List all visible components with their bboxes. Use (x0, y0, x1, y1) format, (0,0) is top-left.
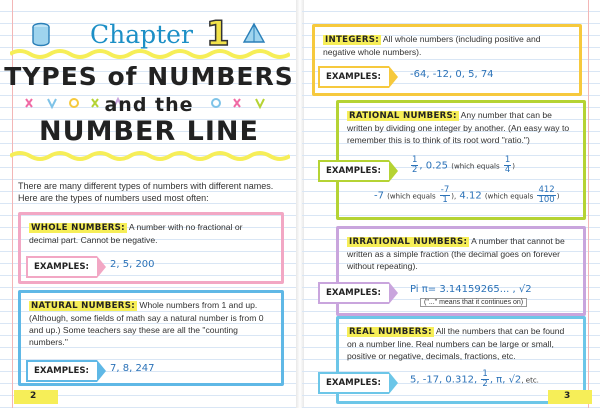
integers-definition (315, 27, 579, 58)
title-line-2: and the (104, 94, 194, 116)
right-page (302, 0, 600, 408)
whole-examples-values: 2, 5, 200 (110, 259, 155, 270)
rational-numbers-term: RATIONAL NUMBERS: (349, 111, 457, 121)
chapter-word: Chapter (90, 20, 193, 49)
rational-examples-line-1: $\frac{1}{2}$ , 0.25 (which equals $\frac{1}{4}$ ) (412, 155, 515, 175)
squiggle-bottom (10, 150, 290, 162)
irrational-examples-values: Pi π= 3.14159265... , √2 (410, 284, 532, 295)
fraction-412-100: $\frac{412}{100}$ (538, 185, 555, 205)
real-examples-label: EXAMPLES: (318, 372, 389, 394)
whole-numbers-term: WHOLE NUMBERS: (31, 223, 125, 233)
page-number-right: 3 (564, 391, 571, 401)
irrational-numbers-term: IRRATIONAL NUMBERS: (349, 237, 468, 247)
left-page (0, 0, 298, 408)
irrational-examples-label: EXAMPLES: (318, 282, 389, 304)
rational-numbers-text: Any number that can be written by dividing one integer by another. (An easy way to remember this is to think of its root word "ratio.") (347, 110, 570, 145)
intro-paragraph: There are many different types of numbers with different names. Here are the types of numbers used most often: (18, 181, 274, 203)
whole-examples-label: EXAMPLES: (26, 256, 97, 278)
fraction-one-half: $\frac{1}{2}$ (412, 155, 418, 175)
fraction-neg-seven: $\frac{-7}{1}$ (440, 185, 450, 205)
natural-numbers-term: NATURAL NUMBERS: (31, 301, 135, 311)
cylinder-icon (30, 22, 52, 48)
integers-examples-values: -64, -12, 0, 5, 74 (410, 69, 494, 80)
real-numbers-text: All the numbers that can be found on a number line. Real numbers can be large or small, positive or negative, decimals, fractions, etc. (347, 326, 565, 361)
chapter-number: 1 (206, 14, 230, 54)
rational-examples-label: EXAMPLES: (318, 160, 389, 182)
irrational-numbers-text: A number that cannot be written as a simple fraction (the decimal goes on forever without repeating). (347, 236, 565, 271)
natural-examples-values: 7, 8, 247 (110, 363, 155, 374)
irrational-numbers-definition (339, 229, 583, 272)
irrational-note: ("..." means that it continues on) (420, 298, 527, 307)
real-numbers-definition (339, 319, 583, 362)
fraction-one-half-real: $\frac{1}{2}$ (482, 369, 488, 389)
integers-text: All whole numbers (including positive and negative whole numbers). (323, 34, 541, 57)
rational-numbers-definition (339, 103, 583, 146)
integers-examples-label: EXAMPLES: (318, 66, 389, 88)
whole-numbers-text: A number with no fractional or decimal part. Cannot be negative. (29, 222, 243, 245)
real-examples-values: 5, -17, 0.312, $\frac{1}{2}$ , π, √2, etc. (410, 369, 539, 389)
squiggle-top (10, 48, 290, 60)
margin-line (588, 0, 589, 408)
integers-term: INTEGERS: (325, 35, 379, 45)
natural-numbers-text: Whole numbers from 1 and up. (Although, some fields of math say a natural number is from 0 and up.) Some teachers say these are all the "counting numbers." (29, 300, 264, 347)
whole-numbers-definition (21, 215, 281, 246)
title-line-3: NUMBER LINE (39, 116, 259, 147)
natural-numbers-definition (21, 293, 281, 348)
rational-examples-line-2: -7 (which equals $\frac{-7}{1}$ ), 4.12 (which equals $\frac{412}{100}$ ) (374, 185, 560, 205)
real-numbers-term: REAL NUMBERS: (349, 327, 432, 337)
fraction-one-fourth: $\frac{1}{4}$ (504, 155, 511, 175)
natural-examples-label: EXAMPLES: (26, 360, 97, 382)
page-number-left: 2 (30, 391, 37, 401)
title-line-1: TYPES of NUMBERS (4, 62, 294, 91)
